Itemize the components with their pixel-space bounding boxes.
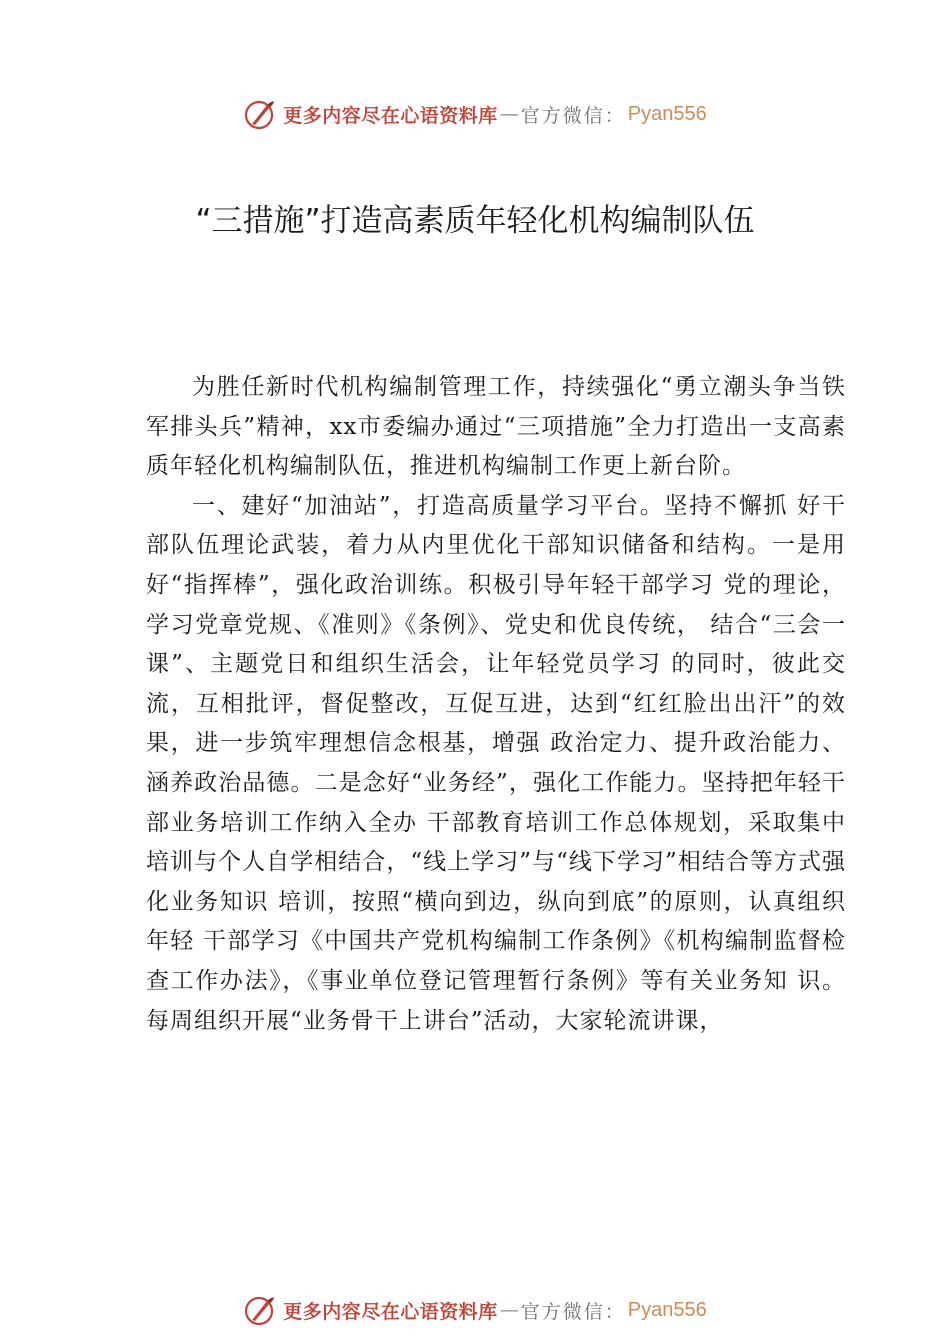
quill-logo-icon [243,97,277,131]
quill-logo-icon [243,1293,277,1327]
banner-wechat-label: 官方微信： [520,1300,626,1323]
banner-wechat-label: 官方微信： [520,104,626,127]
footer-banner [0,1290,950,1330]
header-banner [0,94,950,134]
document-title: “三措施”打造高素质年轻化机构编制队伍 [195,203,755,239]
banner-brand-text: 更多内容尽在心语资料库 [283,104,498,127]
document-body [146,368,846,1041]
banner-wechat-id: Pyan556 [627,1298,707,1321]
paragraph-section-one: 一、建好“加油站”，打造高质量学习平台。坚持不懈抓 好干部队伍理论武装，着力从内里优化干部知识储备和结构。一是用好“指挥棒”，强化政治训练。积极引导年轻干部学习 党的理论，学习党章党规、《准则》《条例》、党史和优良传统， 结合“三会一课”、主题党日和组织生活会，让年轻党员学习 的同时，彼此交流，互相批评，督促整改，互促互进，达到“红红脸出出汗”的效果，进一步筑牢理想信念根基，增强 政治定力、提升政治能力、涵养政治品德。二是念好“业务经”，强化工作能力。坚持把年轻干部业务培训工作纳入全办 干部教育培训工作总体规划，采取集中培训与个人自学相结合，“线上学习”与“线下学习”相结合等方式强化业务知识 培训，按照“横向到边，纵向到底”的原则，认真组织年轻 干部学习《中国共产党机构编制工作条例》《机构编制监督检 查工作办法》，《事业单位登记管理暂行条例》等有关业务知 识。每周组织开展“业务骨干上讲台”活动，大家轮流讲课， [146,492,846,1034]
banner-separator: — [499,103,519,125]
banner-separator: — [499,1299,519,1321]
banner-wechat-id: Pyan556 [627,102,707,125]
paragraph-intro: 为胜任新时代机构编制管理工作，持续强化“勇立潮头争当铁军排头兵”精神，xx市委编办通过“三项措施”全力打造出一支高素质年轻化机构编制队伍，推进机构编制工作更上新台阶。 [146,374,846,480]
banner-brand-text: 更多内容尽在心语资料库 [283,1300,498,1323]
